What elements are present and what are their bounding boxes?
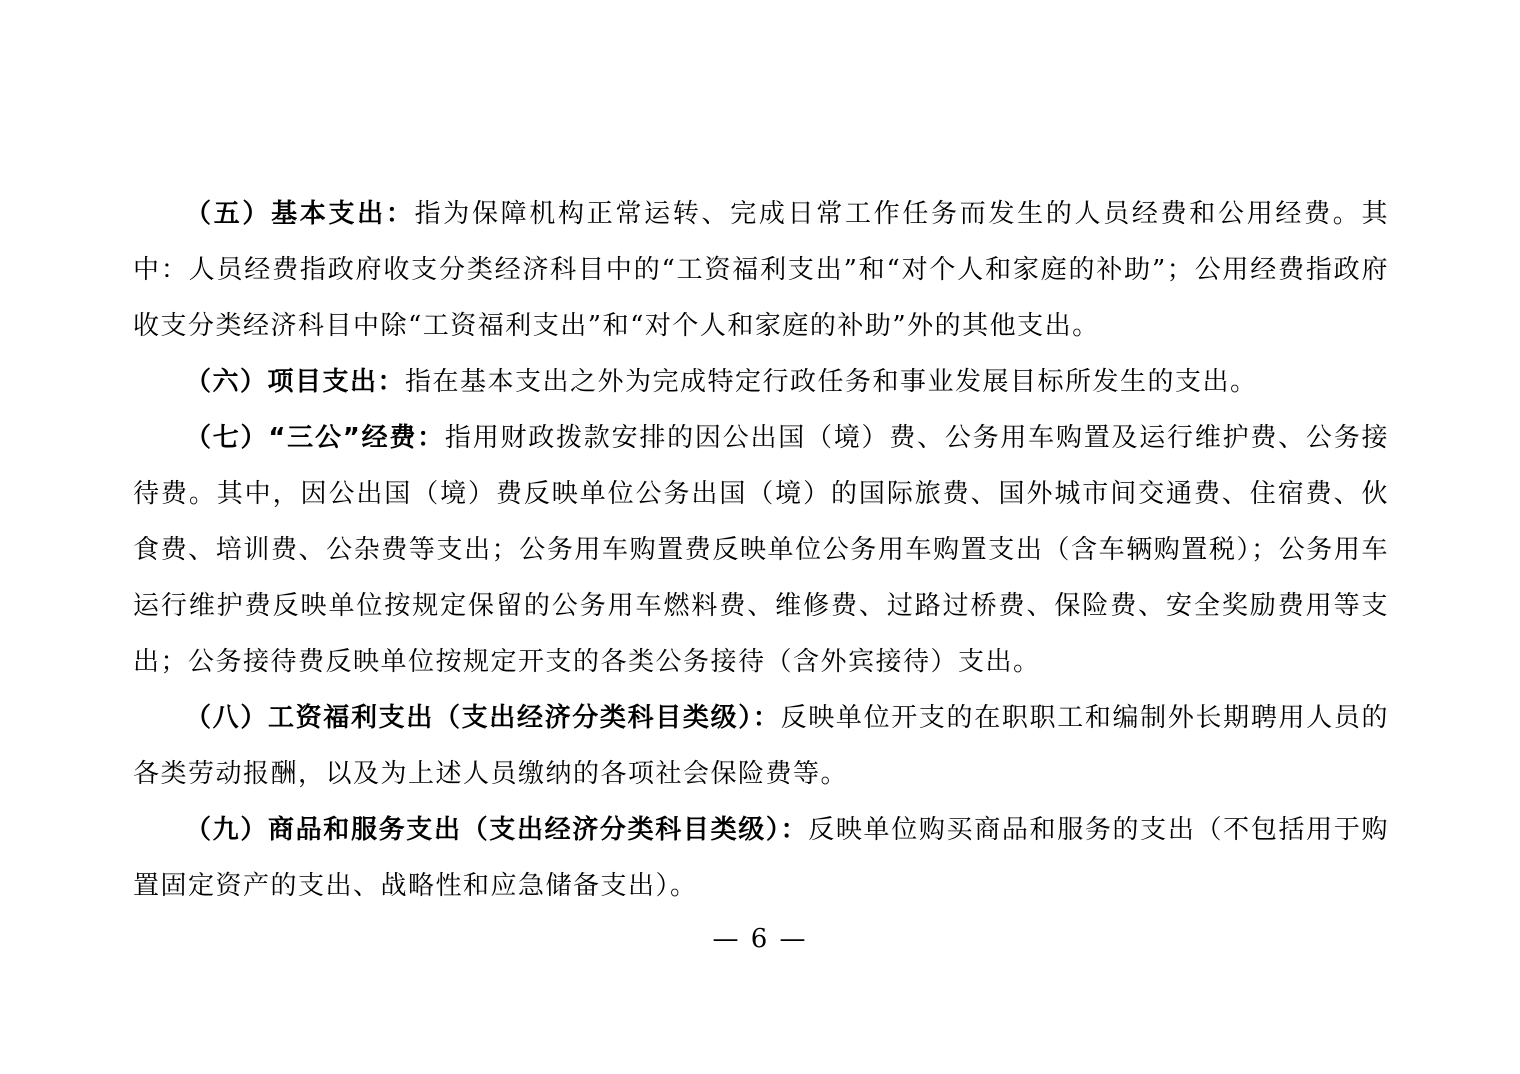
- definition-wage-welfare: 反映单位开支的在职职工和编制外长期聘用人员的各类劳动报酬，以及为上述人员缴纳的各项社会保险费等。: [133, 703, 1389, 789]
- paragraph-goods-services: [133, 802, 1389, 914]
- paragraph-wage-welfare: [133, 690, 1389, 802]
- term-project-expenditure: （六）项目支出：: [185, 367, 406, 397]
- definition-three-public-expenses: 指用财政拨款安排的因公出国（境）费、公务用车购置及运行维护费、公务接待费。其中，因公出国（境）费反映单位公务出国（境）的国际旅费、国外城市间交通费、住宿费、伙食费、培训费、公杂费等支出；公务用车购置费反映单位公务用车购置支出（含车辆购置税）；公务用车运行维护费反映单位按规定保留的公务用车燃料费、维修费、过路过桥费、保险费、安全奖励费用等支出；公务接待费反映单位按规定开支的各类公务接待（含外宾接待）支出。: [133, 423, 1389, 677]
- definition-project-expenditure: 指在基本支出之外为完成特定行政任务和事业发展目标所发生的支出。: [405, 367, 1258, 397]
- term-basic-expenditure: （五）基本支出：: [185, 199, 415, 229]
- paragraph-project-expenditure: [133, 354, 1389, 410]
- page-number: — 6 —: [712, 924, 808, 954]
- definition-basic-expenditure: 指为保障机构正常运转、完成日常工作任务而发生的人员经费和公用经费。其中：人员经费指政府收支分类经济科目中的“工资福利支出”和“对个人和家庭的补助”；公用经费指政府收支分类经济科目中除“工资福利支出”和“对个人和家庭的补助”外的其他支出。: [133, 199, 1389, 341]
- term-wage-welfare: （八）工资福利支出（支出经济分类科目类级）：: [185, 703, 781, 733]
- definition-goods-services: 反映单位购买商品和服务的支出（不包括用于购置固定资产的支出、战略性和应急储备支出）。: [133, 815, 1389, 901]
- paragraph-three-public-expenses: [133, 410, 1389, 690]
- paragraph-basic-expenditure: [133, 186, 1389, 354]
- term-three-public-expenses: （七）“三公”经费：: [185, 423, 445, 453]
- term-goods-services: （九）商品和服务支出（支出经济分类科目类级）：: [185, 815, 809, 845]
- document-body: [133, 186, 1389, 914]
